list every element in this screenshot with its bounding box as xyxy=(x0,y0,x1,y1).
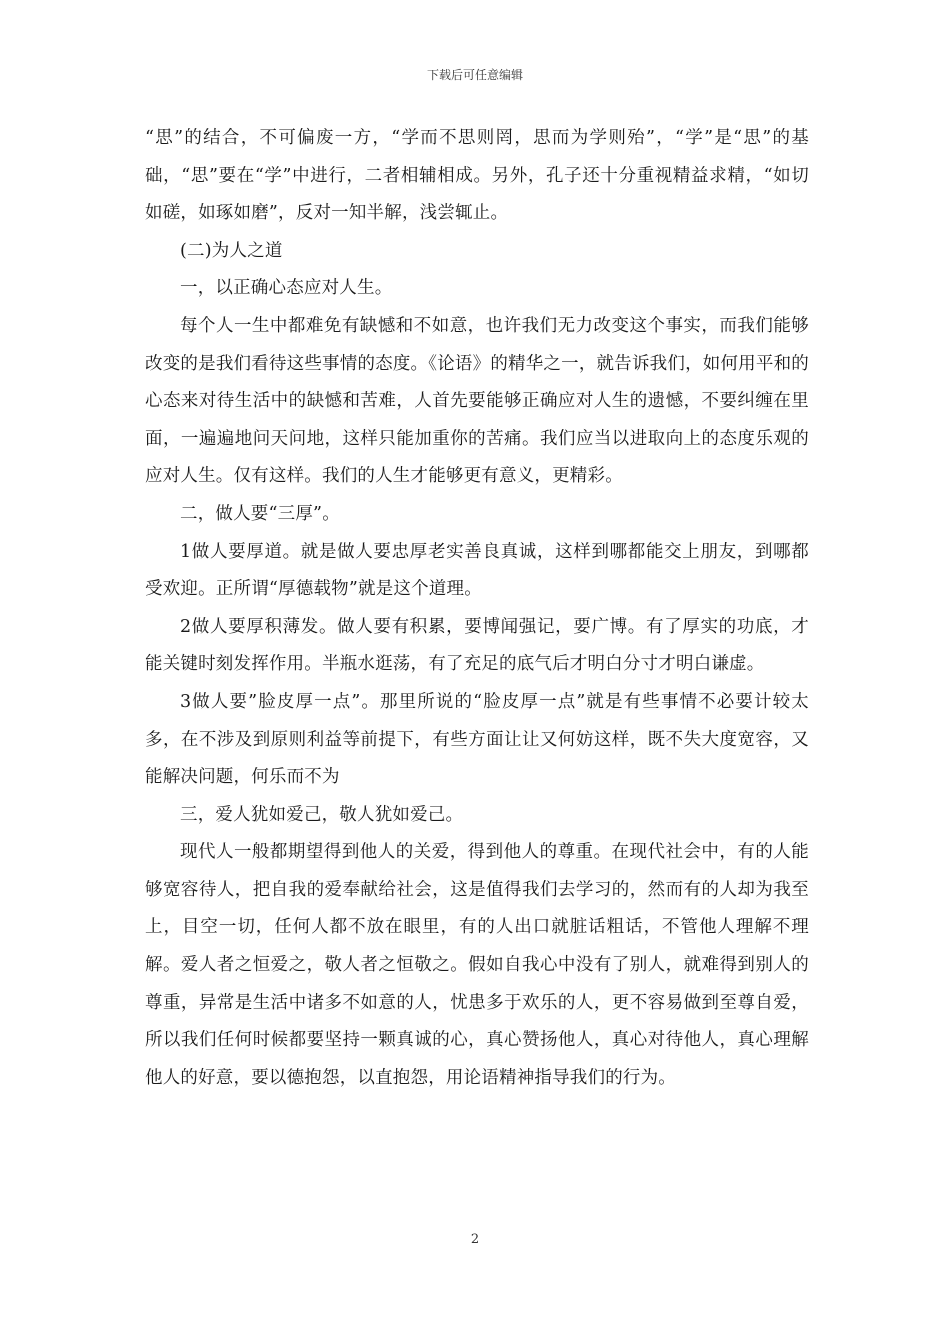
subheading-2: 二，做人要“三厚”。 xyxy=(180,503,340,524)
page-header: 下载后可任意编辑 xyxy=(426,68,523,82)
paragraph-honest: 1做人要厚道。就是做人要忠厚老实善良真诚，这样到哪都能交上朋友，到哪都受欢迎。正所谓“厚德载物”就是这个道理。 xyxy=(145,541,809,600)
paragraph-attitude: 每个人一生中都难免有缺憾和不如意，也许我们无力改变这个事实，而我们能够改变的是我们看待这些事情的态度。《论语》的精华之一，就告诉我们，如何用平和的心态来对待生活中的缺憾和苦难，人首先要能够正确应对人生的遗憾，不要纠缠在里面，一遍遍地问天问地，这样只能加重你的苦痛。我们应当以进取向上的态度乐观的应对人生。仅有这样。我们的人生才能够更有意义，更精彩。 xyxy=(145,315,809,487)
paragraph-accumulate: 2做人要厚积薄发。做人要有积累，要博闻强记，要广博。有了厚实的功底，才能关键时刻发挥作用。半瓶水逛荡，有了充足的底气后才明白分寸才明白谦虚。 xyxy=(145,616,809,675)
document-body xyxy=(145,120,809,1097)
paragraph-1: “思”的结合，不可偏废一方，“学而不思则罔，思而为学则殆”，“学”是“思”的基础，“思”要在“学”中进行，二者相辅相成。另外，孔子还十分重视精益求精，“如切如磋，如琢如磨”，反对一知半解，浅尝辄止。 xyxy=(145,128,809,224)
paragraph-respect: 现代人一般都期望得到他人的关爱，得到他人的尊重。在现代社会中，有的人能够宽容待人，把自我的爱奉献给社会，这是值得我们去学习的，然而有的人却为我至上，目空一切，任何人都不放在眼里，有的人出口就脏话粗话，不管他人理解不理解。爱人者之恒爱之，敬人者之恒敬之。假如自我心中没有了别人，就难得到别人的尊重，异常是生活中诸多不如意的人，忧患多于欢乐的人，更不容易做到至尊自爱，所以我们任何时候都要坚持一颗真诚的心，真心赞扬他人，真心对待他人，真心理解他人的好意，要以德抱怨，以直抱怨，用论语精神指导我们的行为。 xyxy=(145,842,809,1088)
subheading-3: 三，爱人犹如爱己，敬人犹如爱己。 xyxy=(180,804,464,825)
page-number: 2 xyxy=(470,1232,480,1247)
subheading-1: 一，以正确心态应对人生。 xyxy=(180,278,393,299)
paragraph-thick-skin: 3做人要”脸皮厚一点”。那里所说的“脸皮厚一点”就是有些事情不必要计较太多，在不涉及到原则利益等前提下，有些方面让让又何妨这样，既不失大度宽容，又能解决问题，何乐而不为 xyxy=(145,691,809,788)
section-heading-way-of-life: (二)为人之道 xyxy=(180,240,283,261)
